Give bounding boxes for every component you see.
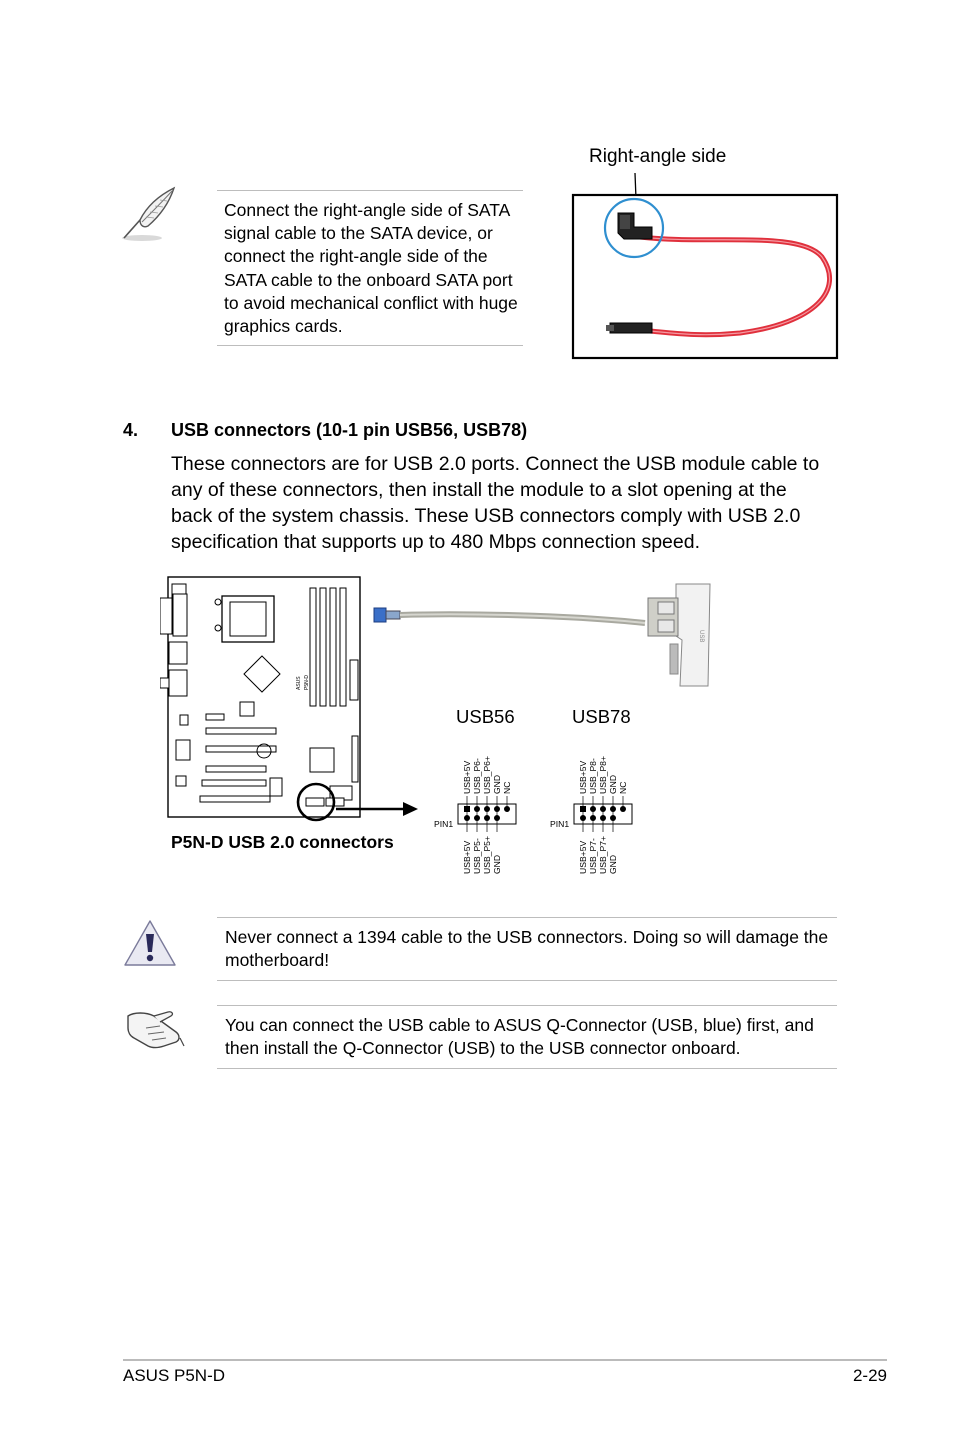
usb78-bottom-pin-2: USB_P7- — [588, 838, 598, 874]
footer-product: ASUS P5N-D — [123, 1366, 226, 1385]
usb56-bottom-pin-2: USB_P5- — [472, 838, 482, 874]
usb78-bottom-pin-3: USB_P7+ — [598, 836, 608, 874]
section-title: USB connectors (10-1 pin USB56, USB78) — [171, 420, 528, 440]
usb78-top-pin-5: NC — [618, 781, 628, 794]
usb56-bottom-pin-4: GND — [492, 854, 502, 874]
footer-page-number: 2-29 — [852, 1366, 887, 1385]
usb-bracket-module — [370, 580, 720, 692]
feather-pen-icon — [118, 186, 178, 244]
warning-top-rule — [217, 917, 837, 918]
usb56-pinout — [430, 738, 530, 880]
footer-rule — [123, 1359, 887, 1361]
note-bottom-rule — [217, 345, 523, 346]
usb78-top-pin-2: USB_P8- — [588, 758, 598, 794]
usb56-top-pin-1: USB+5V — [462, 760, 472, 794]
usb56-bottom-pin-labels — [462, 836, 502, 874]
right-angle-callout: Right-angle side — [589, 146, 727, 167]
usb78-top-pin-3: USB_P8+ — [598, 756, 608, 794]
tip-top-rule — [217, 1005, 837, 1006]
tip-text: You can connect the USB cable to ASUS Q-Connector (USB, blue) first, and then install the Q-Connector (USB) to the USB connector onboard. — [225, 1015, 814, 1059]
usb78-top-pin-4: GND — [608, 774, 618, 794]
board-model-label: P5N-D — [304, 674, 310, 690]
usb56-top-pin-3: USB_P6+ — [482, 756, 492, 794]
pointing-hand-icon — [124, 1002, 186, 1052]
usb56-bottom-pin-1: USB+5V — [462, 840, 472, 874]
section-number: 4. — [123, 420, 139, 440]
usb78-bottom-pin-4: GND — [608, 854, 618, 874]
tip-bottom-rule — [217, 1068, 837, 1069]
usb78-top-pin-labels — [578, 756, 628, 794]
usb56-top-pin-5: NC — [502, 781, 512, 794]
warning-triangle-icon — [122, 918, 178, 968]
usb78-bottom-pin-labels — [578, 836, 618, 874]
usb56-label: USB56 — [456, 706, 515, 727]
svg-text:USB: USB — [698, 630, 704, 643]
section-body: These connectors are for USB 2.0 ports. Connect the USB module cable to any of these connectors, then install the module to a slot opening at the back of the system chassis. These USB connectors comply with USB 2.0 specification that supports up to 480 Mbps connection speed. — [171, 453, 820, 553]
warning-bottom-rule — [217, 980, 837, 981]
usb78-label: USB78 — [572, 706, 631, 727]
usb56-pin1-label: PIN1 — [434, 819, 454, 829]
usb78-pinout — [546, 738, 646, 880]
board-brand-label: ASUS — [296, 676, 302, 690]
note-top-rule — [217, 190, 523, 191]
usb78-pin1-label: PIN1 — [550, 819, 570, 829]
sata-note-text: Connect the right-angle side of SATA signal cable to the SATA device, or connect the right-angle side of the SATA cable to the onboard SATA port to avoid mechanical conflict with huge graphics cards. — [224, 200, 518, 337]
usb56-top-pin-labels — [462, 756, 512, 794]
warning-text: Never connect a 1394 cable to the USB connectors. Doing so will damage the motherboard! — [225, 927, 829, 971]
usb56-bottom-pin-3: USB_P5+ — [482, 836, 492, 874]
usb78-bottom-pin-1: USB+5V — [578, 840, 588, 874]
usb56-top-pin-2: USB_P6- — [472, 758, 482, 794]
diagram-caption: P5N-D USB 2.0 connectors — [171, 832, 394, 852]
sata-cable-photo — [560, 165, 844, 365]
usb56-top-pin-4: GND — [492, 774, 502, 794]
usb78-top-pin-1: USB+5V — [578, 760, 588, 794]
